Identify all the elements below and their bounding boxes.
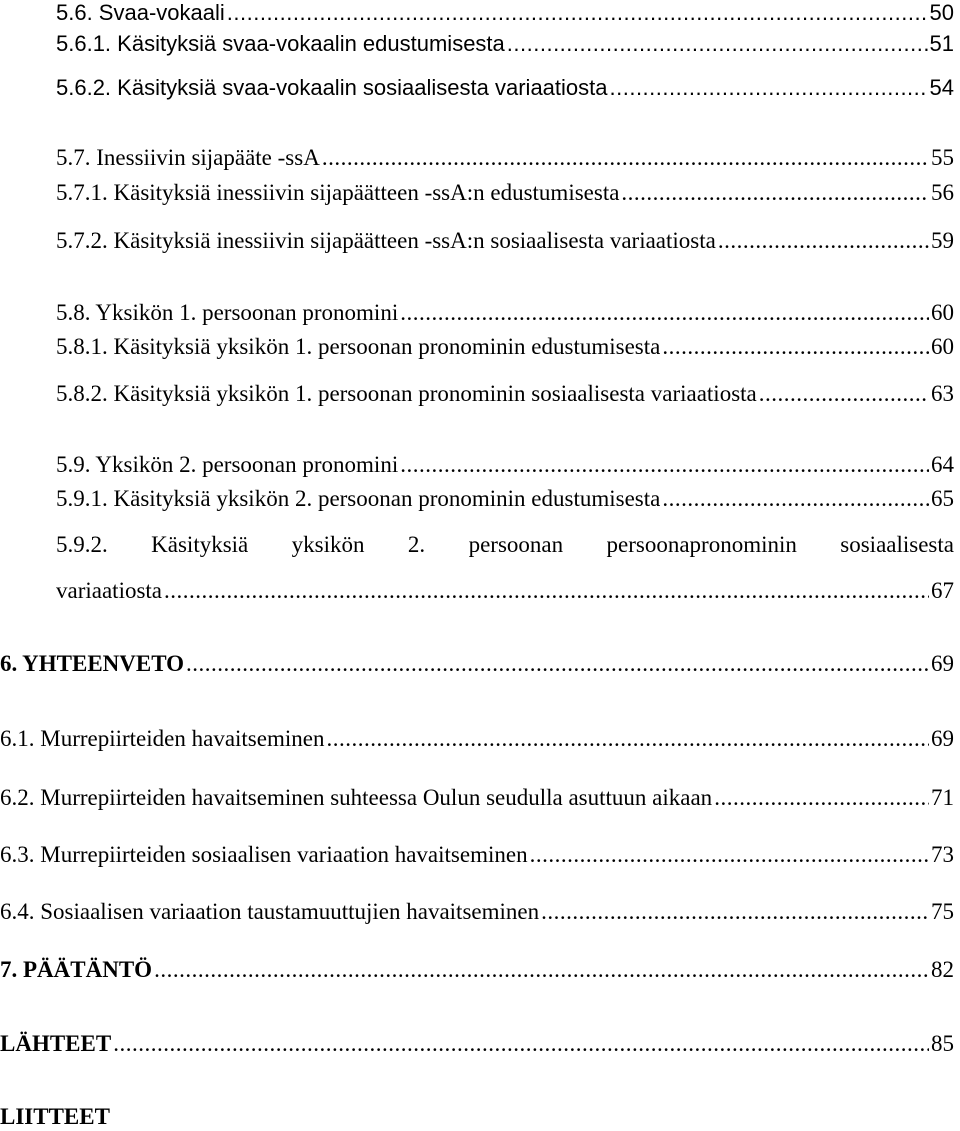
- toc-page-number: 67: [931, 578, 954, 603]
- toc-entry-title: 5.7.1. Käsityksiä inessiivin sijapäätteen -ssA:n edustumisesta: [56, 180, 620, 205]
- toc-entry-title: 5.6.1. Käsityksiä svaa-vokaalin edustumisesta: [56, 31, 505, 56]
- dot-leader: [186, 650, 929, 678]
- toc-page-number: 56: [931, 180, 954, 205]
- wrapped-word: 5.9.2.: [56, 532, 108, 557]
- toc-entry[interactable]: [0, 1030, 954, 1058]
- toc-entry[interactable]: [0, 956, 954, 984]
- toc-entry-title: 7. PÄÄTÄNTÖ: [0, 957, 153, 982]
- wrapped-word: persoonan: [468, 532, 564, 557]
- toc-page-number: 51: [929, 31, 954, 56]
- toc-entry-title: 5.8.1. Käsityksiä yksikön 1. persoonan pronominin edustumisesta: [56, 334, 661, 359]
- toc-entry-title: 6.2. Murrepiirteiden havaitseminen suhteessa Oulun seudulla asuttuun aikaan: [0, 785, 713, 810]
- toc-entry[interactable]: [56, 30, 954, 58]
- toc-entry-title: 5.9.1. Käsityksiä yksikön 2. persoonan pronominin edustumisesta: [56, 486, 661, 511]
- dot-leader: [662, 333, 929, 361]
- toc-entry[interactable]: [56, 577, 954, 605]
- toc-entry[interactable]: [0, 725, 954, 753]
- toc-page-number: 60: [931, 300, 954, 325]
- toc-entry-title: 6. YHTEENVETO: [0, 651, 185, 676]
- toc-entry[interactable]: [56, 179, 954, 207]
- wrapped-word: 2.: [407, 532, 426, 557]
- toc-entry[interactable]: [56, 144, 954, 172]
- toc-page-number: 50: [929, 0, 954, 25]
- wrapped-word: sosiaalisesta: [840, 532, 954, 557]
- dot-leader: [759, 380, 929, 408]
- toc-entry-title: 5.6.2. Käsityksiä svaa-vokaalin sosiaalisesta variaatiosta: [56, 75, 608, 100]
- dot-leader: [227, 0, 928, 27]
- toc-entry[interactable]: [56, 74, 954, 102]
- dot-leader: [610, 74, 928, 102]
- toc-page-number: 69: [931, 651, 954, 676]
- dot-leader: [718, 227, 929, 255]
- toc-entry-title: 5.9. Yksikön 2. persoonan pronomini: [56, 452, 399, 477]
- toc-page-number: 63: [931, 381, 954, 406]
- dot-leader: [113, 1030, 929, 1058]
- toc-entry-title: 6.4. Sosiaalisen variaation taustamuuttujien havaitseminen: [0, 899, 540, 924]
- toc-entry[interactable]: [56, 380, 954, 408]
- toc-entry[interactable]: [56, 299, 954, 327]
- toc-entry[interactable]: [56, 333, 954, 361]
- dot-leader: [507, 30, 928, 58]
- toc-page-number: 82: [931, 957, 954, 982]
- toc-entry[interactable]: [56, 0, 954, 27]
- toc-entry[interactable]: [0, 1103, 954, 1131]
- dot-leader: [326, 725, 929, 753]
- wrapped-word: persoonapronominin: [606, 532, 797, 557]
- toc-entry-title: LIITTEET: [0, 1104, 110, 1129]
- toc-page-number: 64: [931, 452, 954, 477]
- toc-page-number: 54: [929, 75, 954, 100]
- toc-entry-title: 6.1. Murrepiirteiden havaitseminen: [0, 726, 325, 751]
- toc-entry-title: 5.7. Inessiivin sijapääte -ssA: [56, 145, 320, 170]
- toc-page-number: 65: [931, 486, 954, 511]
- toc-entry[interactable]: [56, 451, 954, 479]
- toc-entry-title: 5.6. Svaa-vokaali: [56, 0, 225, 25]
- toc-entry-title: LÄHTEET: [0, 1031, 112, 1056]
- dot-leader: [400, 451, 929, 479]
- wrapped-word: yksikön: [291, 532, 365, 557]
- dot-leader: [714, 784, 929, 812]
- dot-leader: [322, 144, 929, 172]
- toc-entry[interactable]: [0, 841, 954, 869]
- toc-entry-title: 6.3. Murrepiirteiden sosiaalisen variaation havaitseminen: [0, 842, 528, 867]
- dot-leader: [541, 898, 929, 926]
- toc-page-number: 75: [931, 899, 954, 924]
- toc-entry[interactable]: [0, 898, 954, 926]
- toc-entry-wrapped-line[interactable]: [56, 531, 954, 559]
- toc-page-number: 69: [931, 726, 954, 751]
- toc-entry[interactable]: [56, 485, 954, 513]
- toc-entry-title: 5.8. Yksikön 1. persoonan pronomini: [56, 300, 399, 325]
- dot-leader: [621, 179, 929, 207]
- dot-leader: [164, 577, 929, 605]
- toc-page-number: 55: [931, 145, 954, 170]
- toc-entry-title: variaatiosta: [56, 578, 163, 603]
- dot-leader: [154, 956, 929, 984]
- toc-entry-title: 5.8.2. Käsityksiä yksikön 1. persoonan pronominin sosiaalisesta variaatiosta: [56, 381, 757, 406]
- dot-leader: [530, 841, 929, 869]
- toc-page-number: 60: [931, 334, 954, 359]
- toc-page-number: 59: [931, 228, 954, 253]
- toc-page-number: 85: [931, 1031, 954, 1056]
- toc-entry[interactable]: [0, 784, 954, 812]
- dot-leader: [400, 299, 929, 327]
- wrapped-word: Käsityksiä: [151, 532, 249, 557]
- toc-entry[interactable]: [56, 227, 954, 255]
- toc-page-number: 73: [931, 842, 954, 867]
- dot-leader: [662, 485, 929, 513]
- toc-entry-title: 5.7.2. Käsityksiä inessiivin sijapäätteen -ssA:n sosiaalisesta variaatiosta: [56, 228, 716, 253]
- toc-page-number: 71: [931, 785, 954, 810]
- toc-entry[interactable]: [0, 650, 954, 678]
